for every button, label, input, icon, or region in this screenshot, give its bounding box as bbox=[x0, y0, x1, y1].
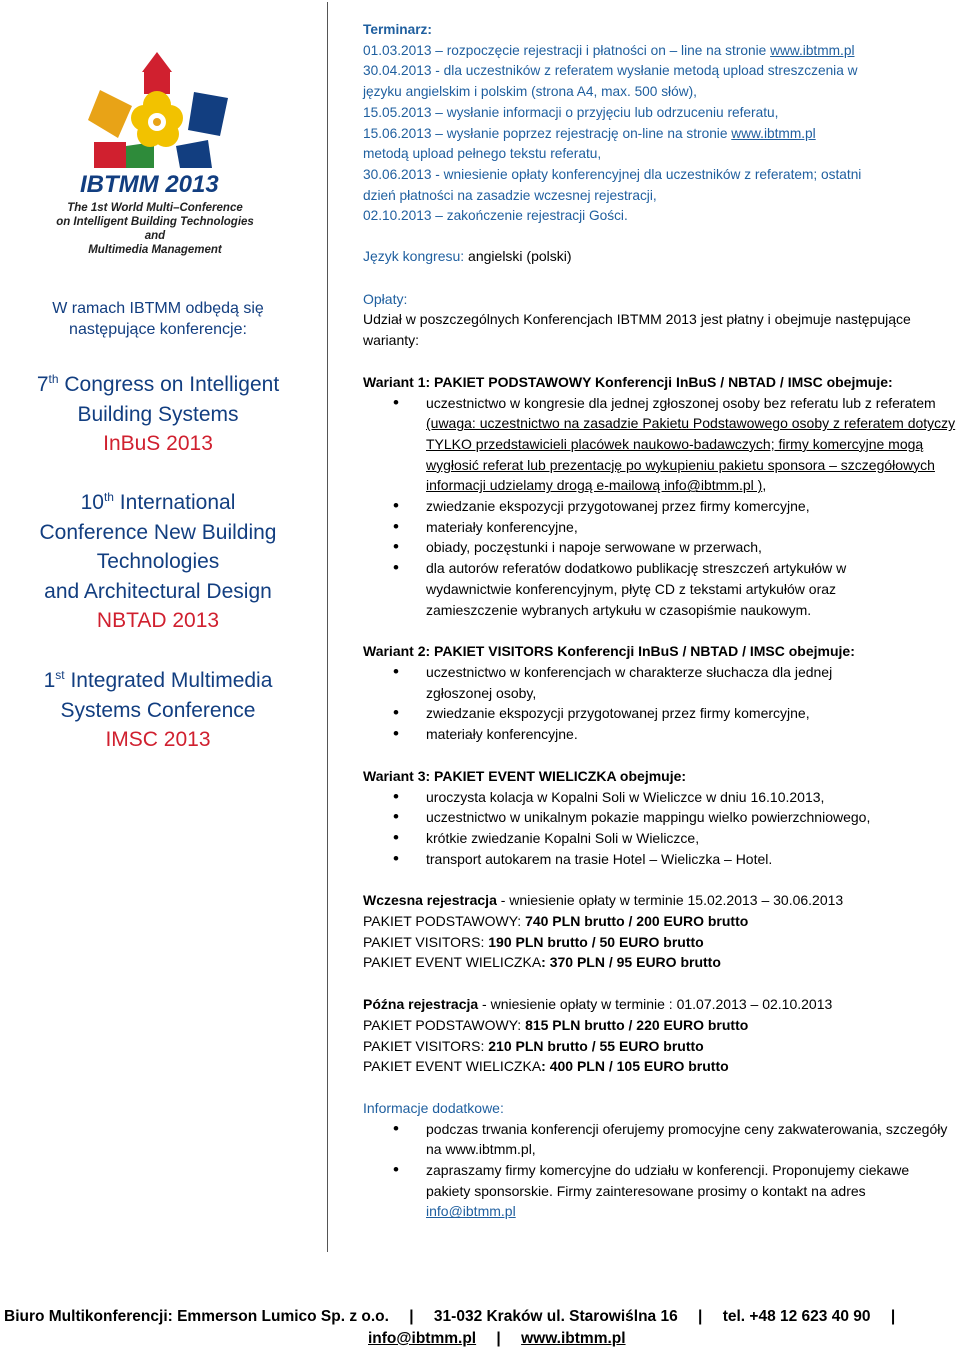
late-registration-line: Późna rejestracja - wniesienie opłaty w terminie : 01.07.2013 – 02.10.2013 bbox=[363, 996, 833, 1013]
early-registration-line: Wczesna rejestracja - wniesienie opłaty w terminie 15.02.2013 – 30.06.2013 bbox=[363, 892, 844, 909]
price-line: PAKIET PODSTAWOWY: 740 PLN brutto / 200 EURO brutto bbox=[363, 913, 749, 930]
price-line: PAKIET EVENT WIELICZKA: 370 PLN / 95 EURO brutto bbox=[363, 954, 721, 971]
schedule-line: dzień płatności na zasadzie wczesnej rejestracji, bbox=[363, 187, 657, 203]
price-line: PAKIET PODSTAWOWY: 815 PLN brutto / 220 EURO brutto bbox=[363, 1016, 749, 1033]
schedule-line: języku angielskim i polskim (strona A4, max. 500 słów), bbox=[363, 84, 697, 100]
language-value: angielski (polski) bbox=[464, 248, 572, 265]
conference-inbus: 7th Congress on Intelligent Building Systems InBuS 2013 bbox=[18, 370, 298, 459]
list-item: • obiady, poczęstunki i napoje serwowane w przerwach, bbox=[363, 537, 960, 558]
logo-subtitle: The 1st World Multi–Conference on Intelligent Building Technologies and Multimedia Management bbox=[56, 202, 254, 256]
list-item: • uroczysta kolacja w Kopalni Soli w Wieliczce w dniu 16.10.2013, bbox=[363, 787, 960, 808]
logo-title: IBTMM 2013 bbox=[80, 171, 219, 198]
variant1-heading: Wariant 1: PAKIET PODSTAWOWY Konferencji InBuS / NBTAD / IMSC obejmuje: bbox=[363, 373, 893, 390]
late-registration-section bbox=[363, 994, 960, 1077]
list-item: • uczestnictwo w unikalnym pokazie mappingu wielko powierzchniowego, bbox=[363, 807, 960, 828]
schedule-line: 02.10.2013 – zakończenie rejestracji Gości. bbox=[363, 208, 628, 224]
schedule-line: 30.04.2013 - dla uczestników z referatem wysłanie metodą upload streszczenia w bbox=[363, 63, 858, 79]
list-item: • transport autokarem na trasie Hotel – Wieliczka – Hotel. bbox=[363, 849, 960, 870]
sidebar-intro: W ramach IBTMM odbędą się następujące konferencje: bbox=[52, 300, 264, 338]
footer-address: 31-032 Kraków ul. Starowiślna 16 bbox=[433, 1308, 678, 1325]
list-item: • zapraszamy firmy komercyjne do udziału w konferencji. Proponujemy ciekawe pakiety sponsorskie. Firmy zainteresowane prosimy o kontakt na adres info@ibtmm.pl bbox=[363, 1160, 960, 1222]
schedule-line: 30.06.2013 - wniesienie opłaty konferencyjnej dla uczestników z referatem; ostatni bbox=[363, 166, 862, 182]
conference-code: NBTAD 2013 bbox=[96, 609, 220, 632]
list-item: • zwiedzanie ekspozycji przygotowanej przez firmy komercyjne, bbox=[363, 703, 960, 724]
list-item: • materiały konferencyjne, bbox=[363, 517, 960, 538]
price-line: PAKIET VISITORS: 190 PLN brutto / 50 EURO brutto bbox=[363, 933, 704, 950]
conference-code: InBuS 2013 bbox=[103, 432, 213, 455]
info-heading: Informacje dodatkowe: bbox=[363, 1099, 504, 1116]
language-label: Język kongresu: bbox=[363, 248, 465, 265]
early-registration-section bbox=[363, 890, 960, 973]
schedule-line: 15.06.2013 – wysłanie poprzez rejestrację on-line na stronie www.ibtmm.pl bbox=[363, 125, 816, 141]
variant1-section bbox=[363, 372, 960, 620]
variant3-section bbox=[363, 766, 960, 870]
footer-website-link[interactable]: www.ibtmm.pl bbox=[521, 1330, 626, 1347]
schedule-line: metodą upload pełnego tekstu referatu, bbox=[363, 146, 602, 162]
main-content bbox=[363, 20, 960, 1222]
list-item: • krótkie zwiedzanie Kopalni Soli w Wieliczce, bbox=[363, 828, 960, 849]
price-line: PAKIET EVENT WIELICZKA: 400 PLN / 105 EURO brutto bbox=[363, 1058, 729, 1075]
schedule-line: 01.03.2013 – rozpoczęcie rejestracji i płatności on – line na stronie www.ibtmm.pl bbox=[363, 42, 855, 58]
variant2-heading: Wariant 2: PAKIET VISITORS Konferencji InBuS / NBTAD / IMSC obejmuje: bbox=[363, 643, 855, 660]
schedule-heading: Terminarz: bbox=[363, 22, 432, 37]
price-line: PAKIET VISITORS: 210 PLN brutto / 55 EURO brutto bbox=[363, 1037, 704, 1054]
website-link[interactable]: www.ibtmm.pl bbox=[731, 125, 816, 141]
variant3-heading: Wariant 3: PAKIET EVENT WIELICZKA obejmuje: bbox=[363, 767, 687, 784]
info-section bbox=[363, 1098, 960, 1222]
fees-intro: Udział w poszczególnych Konferencjach IBTMM 2013 jest płatny i obejmuje następujące warianty: bbox=[363, 311, 911, 349]
conference-code: IMSC 2013 bbox=[105, 728, 211, 751]
conference-nbtad: 10th International Conference New Building Technologies and Architectural Design NBTAD 2013 bbox=[18, 488, 298, 636]
list-item: • dla autorów referatów dodatkowo publikację streszczeń artykułów w wydawnictwie konferencyjnym, płytę CD z tekstami artykułów oraz zamieszczenie wybranych artykułu w czasopiśmie naukowym. bbox=[363, 558, 960, 620]
language-line bbox=[363, 246, 960, 267]
footer-separator: | bbox=[698, 1308, 703, 1325]
fees-heading: Opłaty: bbox=[363, 290, 408, 307]
schedule-section bbox=[363, 20, 960, 227]
ibtmm-logo-icon bbox=[82, 50, 232, 170]
footer-separator: | bbox=[890, 1308, 896, 1325]
footer-separator: | bbox=[496, 1330, 501, 1347]
variant2-section bbox=[363, 641, 960, 745]
footer-separator: | bbox=[409, 1308, 414, 1325]
sidebar bbox=[0, 0, 316, 1255]
website-link[interactable]: www.ibtmm.pl bbox=[770, 42, 855, 58]
list-item: • podczas trwania konferencji oferujemy promocyjne ceny zakwaterowania, szczegóły na www.ibtmm.pl, bbox=[363, 1119, 960, 1160]
footer-phone: tel. +48 12 623 40 90 bbox=[722, 1308, 871, 1325]
list-item: • uczestnictwo w konferencjach w charakterze słuchacza dla jednej zgłoszonej osoby, bbox=[363, 662, 960, 703]
list-item: • materiały konferencyjne. bbox=[363, 724, 960, 745]
email-link[interactable]: info@ibtmm.pl bbox=[426, 1203, 516, 1220]
list-item: • uczestnictwo w kongresie dla jednej zgłoszonej osoby bez referatu lub z referatem (uwaga: uczestnictwo na zasadzie Pakietu Podstawowego osoby z referatem dotyczy TYLKO przedstawicieli placówek naukowo-badawczych; firmy komercyjne mogą wygłosić referat lub prezentację po wykupieniu pakietu sponsora – szczegółowych informacji udzielamy drogą e-mailową info@ibtmm.pl ), bbox=[363, 393, 960, 497]
fees-section bbox=[363, 289, 960, 351]
conference-imsc: 1st Integrated Multimedia Systems Conference IMSC 2013 bbox=[18, 666, 298, 755]
list-item: • zwiedzanie ekspozycji przygotowanej przez firmy komercyjne, bbox=[363, 496, 960, 517]
column-divider bbox=[327, 2, 328, 1252]
schedule-line: 15.05.2013 – wysłanie informacji o przyjęciu lub odrzuceniu referatu, bbox=[363, 104, 779, 120]
footer-office: Biuro Multikonferencji: Emmerson Lumico Sp. z o.o. bbox=[4, 1308, 389, 1325]
footer-email-link[interactable]: info@ibtmm.pl bbox=[368, 1330, 477, 1347]
